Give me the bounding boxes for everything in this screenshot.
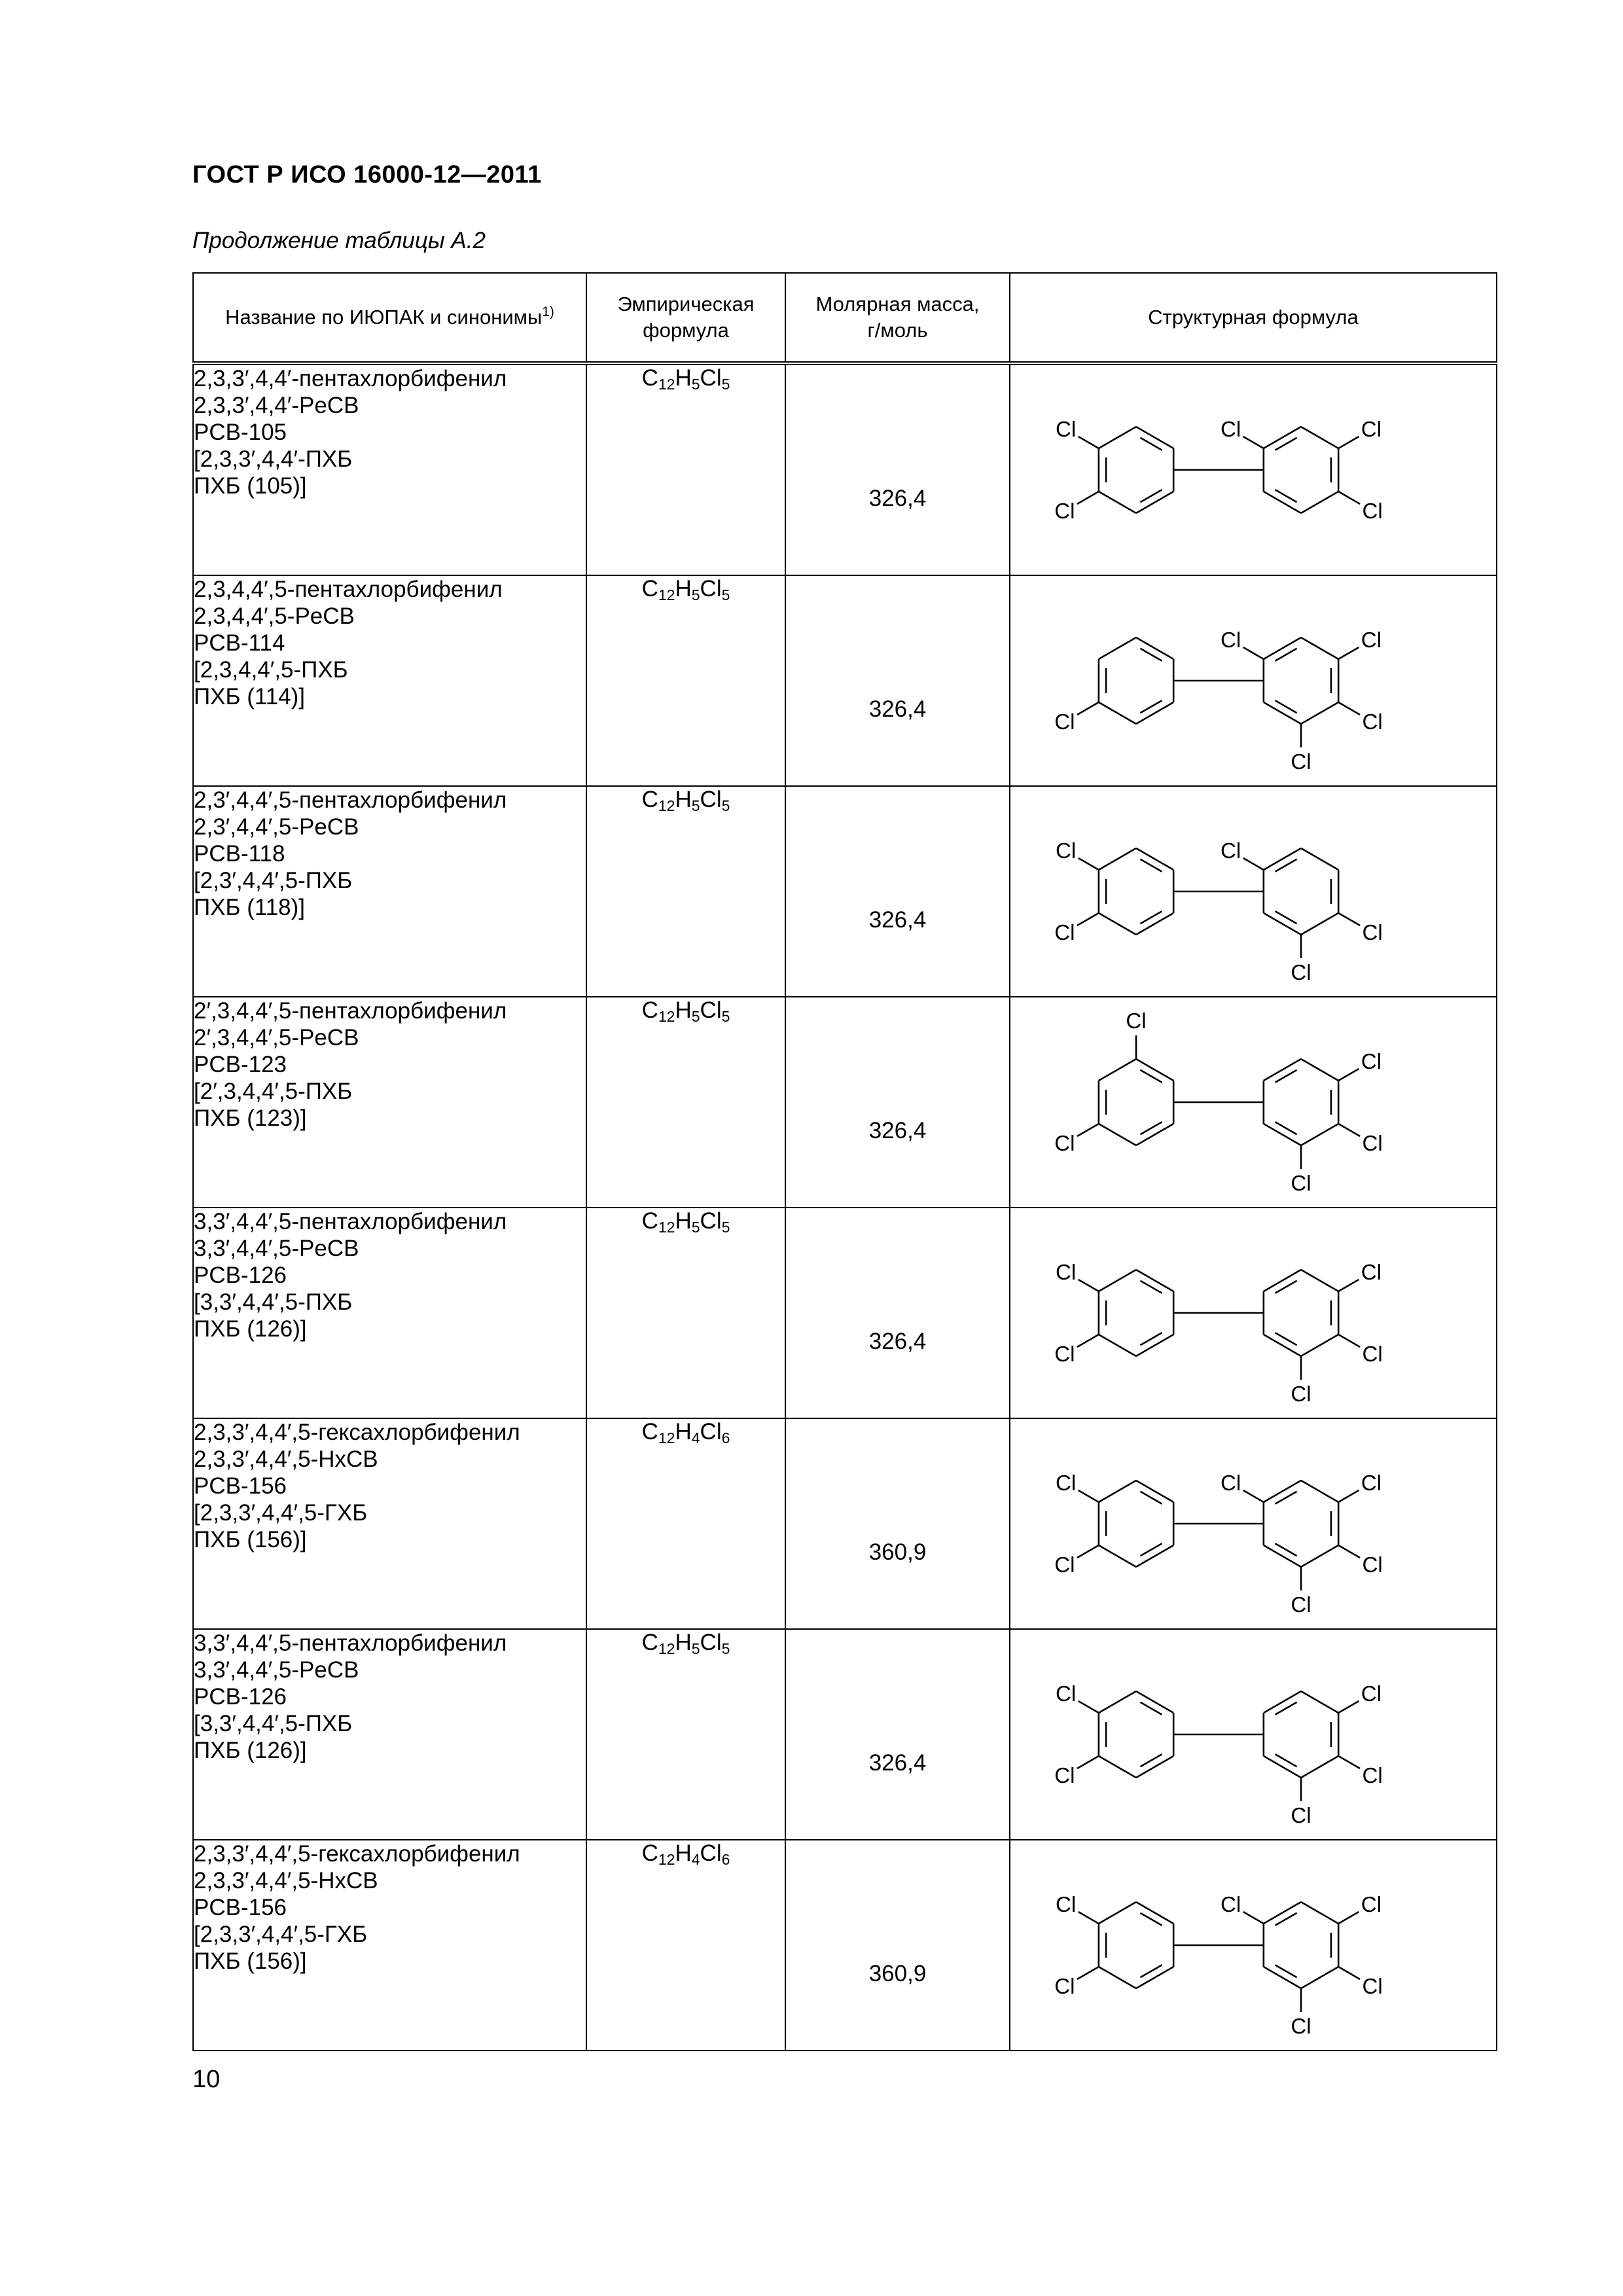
compound-name-line: ПХБ (114)]: [194, 684, 306, 709]
molar-mass-cell: [785, 575, 1010, 786]
structure-bonds: [1077, 1902, 1360, 2012]
iupac-names-cell: [193, 997, 586, 1208]
ring-right-bond: [1301, 1691, 1338, 1713]
chlorine-substituent-bond: [1079, 1912, 1099, 1924]
table-row: [193, 997, 1497, 1208]
chlorine-atom-label: Cl: [1056, 1892, 1077, 1916]
chlorine-atom-label: Cl: [1361, 628, 1382, 652]
structural-formula-cell: [1010, 1418, 1497, 1629]
chlorine-atom-label: Cl: [1361, 1260, 1382, 1284]
chlorine-substituent-bond: [1338, 702, 1360, 715]
document-code: ГОСТ Р ИСО 16000-12—2011: [192, 161, 542, 188]
compound-name-line: PCB-105: [194, 420, 287, 445]
chlorine-substituent-bond: [1338, 913, 1360, 925]
formula-atom-count: 5: [691, 797, 700, 814]
chlorine-substituent-bond: [1338, 1545, 1360, 1558]
column-header-formula: [586, 273, 785, 363]
formula-atom-count: 12: [658, 586, 675, 603]
ring-left-bond: [1099, 637, 1136, 659]
chlorine-substituent-bond: [1338, 1912, 1359, 1924]
compound-name-line: [2′,3,4,4′,5-ПХБ: [194, 1079, 353, 1104]
empirical-formula-cell: [586, 363, 785, 575]
formula-element-symbol: Cl: [700, 1840, 722, 1866]
chlorine-substituent-bond: [1338, 1701, 1359, 1713]
compound-name-line: 3,3′,4,4′,5-PeCB: [194, 1236, 359, 1261]
chlorine-substituent-bond: [1338, 437, 1359, 448]
chlorine-atom-label: Cl: [1054, 709, 1075, 734]
chlorine-atom-label: Cl: [1362, 499, 1383, 523]
ring-left-bond: [1099, 1480, 1136, 1502]
chlorine-atom-label: Cl: [1291, 1382, 1311, 1406]
compound-name-line: 2,3,3′,4,4′-пентахлорбифенил: [194, 366, 507, 391]
formula-element-symbol: H: [675, 1419, 692, 1444]
chlorine-atom-label: Cl: [1291, 1592, 1311, 1617]
formula-atom-count: 4: [691, 1429, 700, 1446]
formula-atom-count: 12: [658, 797, 675, 814]
compound-name-line: 2,3′,4,4′,5-PeCB: [194, 814, 359, 840]
formula-atom-count: 5: [721, 376, 730, 393]
empirical-formula-cell: [586, 786, 785, 997]
iupac-names-cell: [193, 1629, 586, 1840]
ring-right-bond: [1301, 1059, 1338, 1081]
formula-element-symbol: H: [675, 576, 692, 601]
formula-atom-count: 12: [658, 1219, 675, 1236]
chlorine-atom-label: Cl: [1054, 1342, 1075, 1366]
column-header-mass-line1: Молярная масса,: [815, 293, 980, 315]
formula-element-symbol: H: [675, 1208, 692, 1234]
molar-mass-value: 326,4: [868, 907, 927, 933]
ring-right-bond: [1301, 1124, 1338, 1145]
biphenyl-structure-diagram: [1010, 787, 1497, 996]
compound-name-line: [2,3,3′,4,4′,5-ГХБ: [194, 1922, 368, 1947]
chlorine-atom-label: Cl: [1362, 1342, 1383, 1366]
ring-left-bond: [1099, 1124, 1136, 1145]
compound-name-line: PCB-156: [194, 1473, 287, 1499]
chlorine-atom-label: Cl: [1361, 1892, 1382, 1916]
compound-name-line: 3,3′,4,4′,5-пентахлорбифенил: [194, 1209, 507, 1234]
formula-atom-count: 5: [721, 586, 730, 603]
chlorine-atom-label: Cl: [1361, 417, 1382, 441]
chlorine-atom-label: Cl: [1362, 709, 1383, 734]
chlorine-substituent-bond: [1079, 1490, 1099, 1502]
column-header-structure: Структурная формула: [1010, 273, 1497, 363]
compound-name-line: 3,3′,4,4′,5-пентахлорбифенил: [194, 1630, 507, 1656]
chlorine-atom-label: Cl: [1221, 1471, 1241, 1495]
formula-atom-count: 5: [721, 1008, 730, 1025]
chlorine-atom-label: Cl: [1362, 1131, 1383, 1155]
formula-atom-count: 12: [658, 1008, 675, 1025]
table-row: [193, 1418, 1497, 1629]
chlorine-substituent-bond: [1079, 1701, 1099, 1713]
ring-left-bond: [1099, 702, 1136, 724]
molar-mass-value: 326,4: [868, 696, 927, 722]
formula-element-symbol: Cl: [700, 576, 722, 601]
chlorine-atom-label: Cl: [1291, 2014, 1311, 2038]
formula-element-symbol: Cl: [700, 365, 722, 391]
formula-element-symbol: Cl: [700, 1419, 722, 1444]
iupac-names-cell: [193, 1208, 586, 1418]
compounds-table: [192, 272, 1497, 2051]
compound-name-line: 2,3,3′,4,4′,5-HxCB: [194, 1446, 378, 1472]
compound-name-line: 2,3′,4,4′,5-пентахлорбифенил: [194, 787, 507, 813]
formula-element-symbol: C: [641, 576, 658, 601]
molar-mass-cell: [785, 997, 1010, 1208]
chlorine-substituent-bond: [1338, 1124, 1360, 1136]
compound-name-line: ПХБ (126)]: [194, 1316, 307, 1342]
molar-mass-cell: [785, 363, 1010, 575]
compound-name-line: 2,3,4,4′,5-пентахлорбифенил: [194, 577, 503, 602]
footnote-marker: 1): [542, 304, 554, 319]
chlorine-substituent-bond: [1077, 913, 1099, 925]
ring-right-bond: [1301, 1967, 1338, 1988]
table-row: [193, 363, 1497, 575]
formula-element-symbol: H: [675, 365, 692, 391]
ring-right-bond: [1301, 913, 1338, 935]
formula-element-symbol: C: [641, 1419, 658, 1444]
molar-mass-value: 326,4: [868, 486, 927, 511]
ring-right-bond: [1301, 702, 1338, 724]
column-header-mass-line2: г/моль: [867, 319, 928, 342]
structural-formula-cell: [1010, 1840, 1497, 2051]
ring-left-bond: [1099, 1059, 1136, 1081]
chlorine-atom-label: Cl: [1056, 1471, 1077, 1495]
chlorine-atom-label: Cl: [1362, 1552, 1383, 1577]
chlorine-atom-label: Cl: [1056, 417, 1077, 441]
iupac-names-cell: [193, 1418, 586, 1629]
ring-left-bond: [1099, 1967, 1136, 1988]
ring-left-bond: [1099, 1691, 1136, 1713]
structural-formula-cell: [1010, 1208, 1497, 1418]
chlorine-substituent-bond: [1077, 1545, 1099, 1558]
formula-atom-count: 12: [658, 1640, 675, 1657]
compound-name-line: 2,3,3′,4,4′,5-HxCB: [194, 1868, 378, 1893]
formula-element-symbol: Cl: [700, 1208, 722, 1234]
chlorine-substituent-bond: [1077, 492, 1099, 504]
compound-name-line: [2,3,3′,4,4′,5-ГХБ: [194, 1500, 368, 1526]
structural-formula-cell: [1010, 575, 1497, 786]
column-header-formula-line2: формула: [643, 319, 729, 342]
chlorine-substituent-bond: [1243, 437, 1264, 448]
formula-atom-count: 12: [658, 1429, 675, 1446]
ring-left-bond: [1099, 913, 1136, 935]
table-row: [193, 1629, 1497, 1840]
formula-element-symbol: C: [641, 365, 658, 391]
chlorine-atom-label: Cl: [1362, 920, 1383, 944]
formula-element-symbol: H: [675, 787, 692, 812]
formula-element-symbol: C: [641, 1840, 658, 1866]
ring-right-bond: [1301, 1270, 1338, 1291]
compound-name-line: PCB-156: [194, 1895, 287, 1920]
formula-element-symbol: C: [641, 1208, 658, 1234]
formula-atom-count: 4: [691, 1851, 700, 1868]
formula-atom-count: 5: [691, 586, 700, 603]
column-header-formula-line1: Эмпирическая: [617, 293, 755, 315]
ring-right-bond: [1301, 1902, 1338, 1924]
empirical-formula-cell: [586, 1840, 785, 2051]
empirical-formula-cell: [586, 1418, 785, 1629]
chlorine-substituent-bond: [1079, 1280, 1099, 1291]
table-row: [193, 575, 1497, 786]
ring-left-bond: [1099, 848, 1136, 870]
formula-atom-count: 12: [658, 376, 675, 393]
chlorine-atom-label: Cl: [1361, 1471, 1382, 1495]
chlorine-atom-label: Cl: [1361, 1049, 1382, 1073]
formula-atom-count: 5: [691, 1219, 700, 1236]
chlorine-atom-label: Cl: [1291, 960, 1311, 984]
formula-element-symbol: C: [641, 997, 658, 1023]
compound-name-line: PCB-126: [194, 1684, 287, 1710]
compound-name-line: 2,3,3′,4,4′,5-гексахлорбифенил: [194, 1420, 520, 1445]
chlorine-substituent-bond: [1338, 492, 1360, 504]
ring-right-bond: [1301, 492, 1338, 513]
molar-mass-cell: [785, 1418, 1010, 1629]
compound-name-line: 2′,3,4,4′,5-пентахлорбифенил: [194, 998, 507, 1024]
ring-left-bond: [1099, 492, 1136, 513]
chlorine-atom-label: Cl: [1056, 838, 1077, 863]
iupac-names-cell: [193, 363, 586, 575]
ring-right-bond: [1301, 1545, 1338, 1567]
formula-atom-count: 5: [721, 797, 730, 814]
iupac-names-cell: [193, 575, 586, 786]
compound-name-line: ПХБ (105)]: [194, 473, 307, 499]
table-row: [193, 1208, 1497, 1418]
chlorine-substituent-bond: [1077, 1335, 1099, 1347]
chlorine-atom-label: Cl: [1221, 1892, 1241, 1916]
molar-mass-cell: [785, 1629, 1010, 1840]
compound-name-line: 2,3,3′,4,4′,5-гексахлорбифенил: [194, 1841, 520, 1867]
ring-right-bond: [1301, 848, 1338, 870]
chlorine-substituent-bond: [1243, 647, 1264, 659]
chlorine-atom-label: Cl: [1291, 1171, 1311, 1195]
empirical-formula-cell: [586, 997, 785, 1208]
chlorine-substituent-bond: [1077, 1124, 1099, 1136]
chlorine-substituent-bond: [1338, 1490, 1359, 1502]
chlorine-substituent-bond: [1338, 1335, 1360, 1347]
biphenyl-structure-diagram: [1010, 365, 1497, 575]
compound-name-line: [3,3′,4,4′,5-ПХБ: [194, 1289, 353, 1315]
chlorine-atom-label: Cl: [1056, 1260, 1077, 1284]
ring-left-bond: [1099, 1335, 1136, 1356]
biphenyl-structure-diagram: [1010, 997, 1497, 1207]
chlorine-atom-label: Cl: [1054, 1131, 1075, 1155]
compound-name-line: [3,3′,4,4′,5-ПХБ: [194, 1711, 353, 1736]
compound-name-line: [2,3,3′,4,4′-ПХБ: [194, 446, 353, 472]
iupac-names-cell: [193, 1840, 586, 2051]
column-header-mass: [785, 273, 1010, 363]
chlorine-atom-label: Cl: [1054, 499, 1075, 523]
chlorine-substituent-bond: [1338, 647, 1359, 659]
structure-bonds: [1077, 1480, 1360, 1590]
compound-name-line: ПХБ (118)]: [194, 895, 306, 920]
chlorine-substituent-bond: [1077, 702, 1099, 715]
chlorine-atom-label: Cl: [1054, 1552, 1075, 1577]
chlorine-substituent-bond: [1079, 858, 1099, 870]
formula-atom-count: 5: [691, 376, 700, 393]
compound-name-line: 2,3,4,4′,5-PeCB: [194, 603, 355, 629]
molar-mass-cell: [785, 786, 1010, 997]
chlorine-substituent-bond: [1077, 1756, 1099, 1768]
chlorine-substituent-bond: [1243, 858, 1264, 870]
empirical-formula-cell: [586, 1629, 785, 1840]
molar-mass-value: 326,4: [868, 1329, 927, 1354]
compound-name-line: PCB-118: [194, 841, 285, 867]
formula-element-symbol: H: [675, 1630, 692, 1655]
iupac-names-cell: [193, 786, 586, 997]
empirical-formula-cell: [586, 1208, 785, 1418]
chlorine-substituent-bond: [1338, 1069, 1359, 1081]
compound-name-line: ПХБ (156)]: [194, 1527, 307, 1552]
formula-atom-count: 6: [721, 1851, 730, 1868]
biphenyl-structure-diagram: [1010, 1630, 1497, 1839]
molar-mass-value: 360,9: [868, 1539, 927, 1565]
structure-bonds: [1077, 1270, 1360, 1380]
ring-left-bond: [1099, 1270, 1136, 1291]
chlorine-atom-label: Cl: [1362, 1763, 1383, 1787]
chlorine-substituent-bond: [1243, 1912, 1264, 1924]
ring-left-bond: [1099, 427, 1136, 448]
compound-name-line: ПХБ (123)]: [194, 1105, 307, 1131]
molar-mass-cell: [785, 1840, 1010, 2051]
biphenyl-structure-diagram: [1010, 1208, 1497, 1418]
formula-atom-count: 5: [691, 1640, 700, 1657]
page-number: 10: [192, 2066, 221, 2093]
ring-left-bond: [1099, 1756, 1136, 1778]
biphenyl-structure-diagram: [1010, 576, 1497, 785]
compound-name-line: 2′,3,4,4′,5-PeCB: [194, 1025, 359, 1050]
biphenyl-structure-diagram: [1010, 1419, 1497, 1628]
formula-element-symbol: Cl: [700, 787, 722, 812]
ring-right-bond: [1301, 1480, 1338, 1502]
formula-atom-count: 12: [658, 1851, 675, 1868]
formula-element-symbol: H: [675, 1840, 692, 1866]
table-row: [193, 786, 1497, 997]
column-header-name-text: Название по ИЮПАК и синонимы: [225, 306, 543, 329]
ring-right-bond: [1301, 1756, 1338, 1778]
chlorine-atom-label: Cl: [1126, 1009, 1147, 1033]
structural-formula-cell: [1010, 786, 1497, 997]
biphenyl-structure-diagram: [1010, 1840, 1497, 2050]
ring-left-bond: [1099, 1902, 1136, 1924]
formula-atom-count: 5: [721, 1219, 730, 1236]
formula-element-symbol: Cl: [700, 997, 722, 1023]
chlorine-atom-label: Cl: [1054, 1763, 1075, 1787]
chlorine-atom-label: Cl: [1221, 838, 1241, 863]
molar-mass-value: 326,4: [868, 1750, 927, 1776]
structure-bonds: [1077, 1035, 1360, 1169]
chlorine-substituent-bond: [1079, 437, 1099, 448]
structural-formula-cell: [1010, 997, 1497, 1208]
molar-mass-value: 326,4: [868, 1118, 927, 1143]
chlorine-atom-label: Cl: [1221, 628, 1241, 652]
compound-name-line: PCB-123: [194, 1052, 287, 1077]
formula-element-symbol: C: [641, 787, 658, 812]
compound-name-line: 3,3′,4,4′,5-PeCB: [194, 1657, 359, 1683]
chlorine-atom-label: Cl: [1054, 1974, 1075, 1998]
chlorine-atom-label: Cl: [1221, 417, 1241, 441]
structure-bonds: [1077, 637, 1360, 747]
formula-element-symbol: C: [641, 1630, 658, 1655]
chlorine-atom-label: Cl: [1361, 1681, 1382, 1706]
structure-bonds: [1077, 1691, 1360, 1801]
ring-right-bond: [1301, 427, 1338, 448]
compound-name-line: PCB-126: [194, 1263, 287, 1288]
formula-atom-count: 6: [721, 1429, 730, 1446]
chlorine-atom-label: Cl: [1291, 1803, 1311, 1827]
chlorine-atom-label: Cl: [1291, 749, 1311, 774]
table-header-row: [193, 273, 1497, 363]
compound-name-line: [2,3,4,4′,5-ПХБ: [194, 657, 348, 683]
molar-mass-value: 360,9: [868, 1961, 927, 1986]
ring-left-bond: [1099, 1545, 1136, 1567]
compound-name-line: ПХБ (156)]: [194, 1948, 307, 1974]
chlorine-substituent-bond: [1338, 1280, 1359, 1291]
molar-mass-cell: [785, 1208, 1010, 1418]
chlorine-substituent-bond: [1338, 1756, 1360, 1768]
chlorine-substituent-bond: [1243, 1490, 1264, 1502]
chlorine-substituent-bond: [1338, 1967, 1360, 1979]
column-header-name: [193, 273, 586, 363]
formula-atom-count: 5: [691, 1008, 700, 1025]
chlorine-atom-label: Cl: [1056, 1681, 1077, 1706]
ring-right-bond: [1301, 1335, 1338, 1356]
formula-element-symbol: Cl: [700, 1630, 722, 1655]
chlorine-atom-label: Cl: [1054, 920, 1075, 944]
compound-name-line: ПХБ (126)]: [194, 1738, 307, 1763]
table-row: [193, 1840, 1497, 2051]
structural-formula-cell: [1010, 1629, 1497, 1840]
formula-element-symbol: H: [675, 997, 692, 1023]
empirical-formula-cell: [586, 575, 785, 786]
chlorine-atom-label: Cl: [1362, 1974, 1383, 1998]
ring-right-bond: [1301, 637, 1338, 659]
compound-name-line: 2,3,3′,4,4′-PeCB: [194, 393, 359, 418]
structural-formula-cell: [1010, 363, 1497, 575]
chlorine-substituent-bond: [1077, 1967, 1099, 1979]
formula-atom-count: 5: [721, 1640, 730, 1657]
compound-name-line: PCB-114: [194, 630, 285, 656]
table-continuation-caption: Продолжение таблицы А.2: [192, 228, 486, 253]
structure-bonds: [1077, 427, 1360, 513]
compound-name-line: [2,3′,4,4′,5-ПХБ: [194, 868, 353, 893]
structure-bonds: [1077, 848, 1360, 958]
